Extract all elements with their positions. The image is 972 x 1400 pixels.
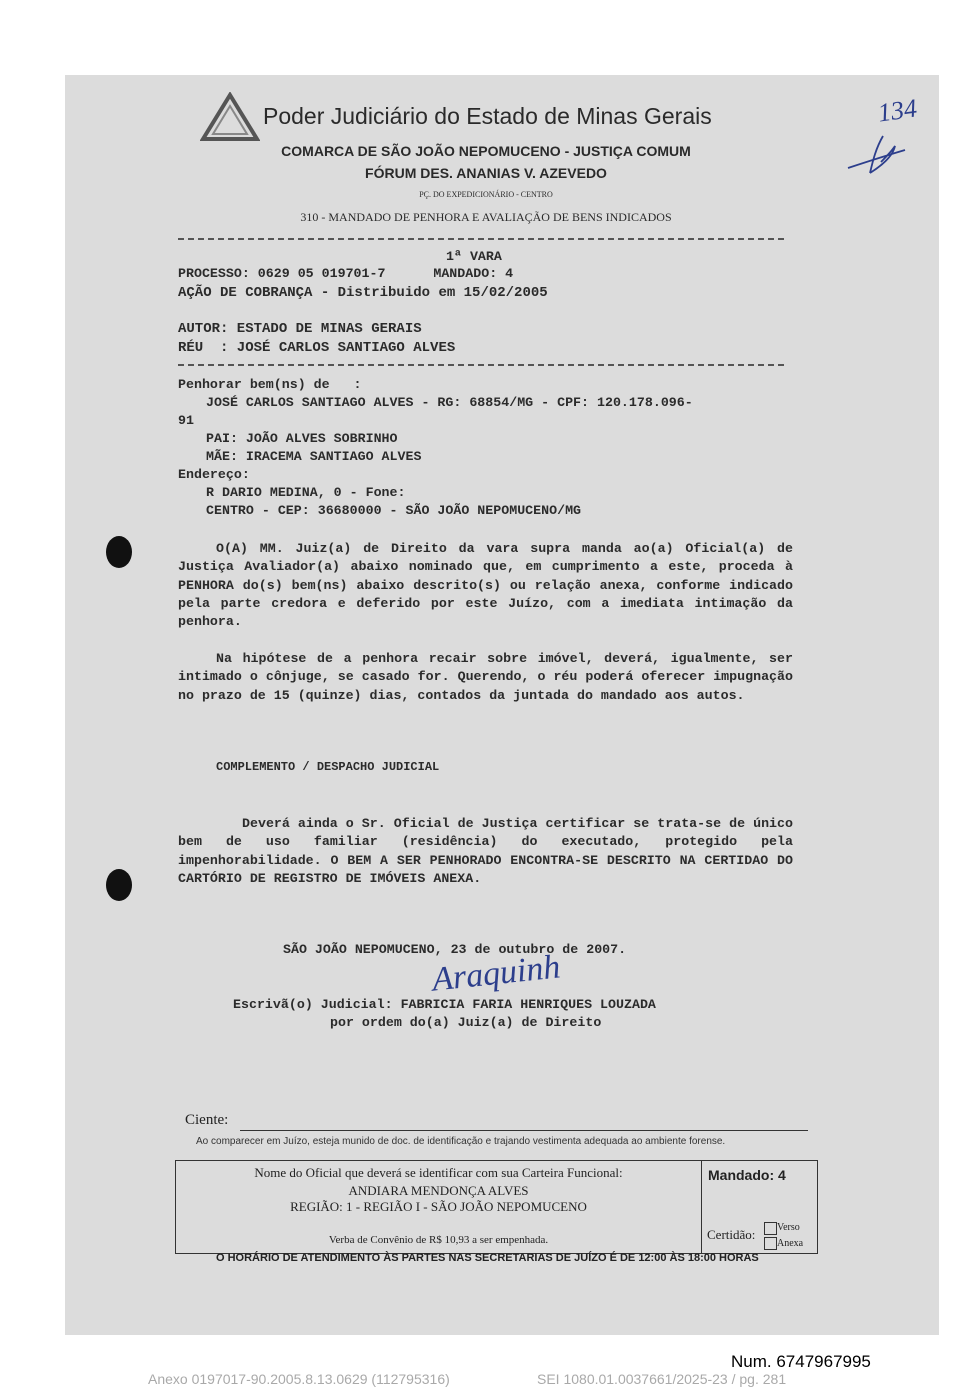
complemento-title: COMPLEMENTO / DESPACHO JUDICIAL: [216, 760, 440, 774]
forum-address: PÇ. DO EXPEDICIONÁRIO - CENTRO: [419, 190, 553, 199]
anexa-label: Anexa: [777, 1238, 804, 1249]
ordem-line: por ordem do(a) Juiz(a) de Direito: [330, 1015, 602, 1030]
date-line: SÃO JOÃO NEPOMUCENO, 23 de outubro de 2007.: [283, 942, 627, 957]
attire-notice: Ao comparecer em Juízo, esteja munido de doc. de identificação e trajando vestimenta adequada ao ambiente forense.: [196, 1136, 726, 1147]
handwritten-initials: [843, 128, 913, 178]
officer-name: ANDIARA MENDONÇA ALVES: [348, 1183, 529, 1198]
ciente-signature-line: [240, 1130, 808, 1131]
vara: 1ª VARA: [446, 249, 502, 264]
separator: [178, 238, 784, 240]
handwritten-page-number: 134: [876, 93, 919, 128]
mae-line: MÃE: IRACEMA SANTIAGO ALVES: [206, 449, 422, 464]
judiciary-logo-icon: [200, 92, 260, 142]
punch-hole-top: [106, 536, 132, 568]
street-line: R DARIO MEDINA, 0 - Fone:: [206, 485, 406, 500]
target-name-line: JOSÉ CARLOS SANTIAGO ALVES - RG: 68854/MG - CPF: 120.178.096-: [206, 395, 693, 410]
complemento-text: Deverá ainda o Sr. Oficial de Justiça certificar se trata-se de único bem de uso familiar (residência) do executado, protegido pela impenhorabilidade. O BEM A SER PENHORADO ENCONTRA-SE DESCRITO NA CERTIDAO DO CARTÓRIO DE REGISTRO DE IMÓVEIS ANEXA.: [178, 816, 793, 886]
escriva-line: Escrivã(o) Judicial: FABRICIA FARIA HENRIQUES LOUZADA: [233, 997, 656, 1012]
paragraph-2: Na hipótese de a penhora recair sobre imóvel, deverá, igualmente, ser intimado o cônjuge, se casado for. Querendo, o réu poderá oferecer impugnação no prazo de 15 (quinze) dias, contados da juntada do mandado aos autos.: [178, 651, 793, 703]
document-number: Num. 6747967995: [731, 1352, 871, 1371]
officer-region: REGIÃO: 1 - REGIÃO I - SÃO JOÃO NEPOMUCENO: [290, 1199, 587, 1214]
certidao-label: Certidão:: [707, 1227, 756, 1242]
reu-line: RÉU : JOSÉ CARLOS SANTIAGO ALVES: [178, 340, 456, 356]
office-hours-notice: O HORÁRIO DE ATENDIMENTO ÀS PARTES NAS SECRETARIAS DE JUÍZO É DE 12:00 ÀS 18:00 HORAS: [216, 1252, 759, 1264]
anexa-checkbox[interactable]: [764, 1237, 777, 1250]
comarca-title: COMARCA DE SÃO JOÃO NEPOMUCENO - JUSTIÇA COMUM: [281, 143, 691, 159]
target-name-cont: 91: [178, 413, 194, 428]
forum-title: FÓRUM DES. ANANIAS V. AZEVEDO: [365, 165, 607, 181]
footer-sei: SEI 1080.01.0037661/2025-23 / pg. 281: [537, 1371, 787, 1387]
punch-hole-bottom: [106, 869, 132, 901]
court-title: Poder Judiciário do Estado de Minas Gerais: [263, 103, 712, 129]
ciente-label: Ciente:: [185, 1112, 229, 1128]
verso-checkbox[interactable]: [764, 1222, 777, 1235]
processo-line: PROCESSO: 0629 05 019701-7 MANDADO: 4: [178, 266, 514, 281]
officer-instruction: Nome do Oficial que deverá se identificar com sua Carteira Funcional:: [254, 1165, 623, 1180]
box-divider: [701, 1161, 702, 1253]
signature: Araquinh: [430, 948, 562, 999]
autor-line: AUTOR: ESTADO DE MINAS GERAIS: [178, 321, 422, 337]
verso-label: Verso: [777, 1222, 800, 1233]
penhorar-intro: Penhorar bem(ns) de :: [178, 377, 362, 392]
footer-anexo: Anexo 0197017-90.2005.8.13.0629 (112795316): [148, 1371, 450, 1387]
officer-box: [175, 1160, 818, 1254]
endereco-label: Endereço:: [178, 467, 250, 482]
verba-line: Verba de Convênio de R$ 10,93 a ser empenhada.: [328, 1234, 549, 1246]
document-type: 310 - MANDADO DE PENHORA E AVALIAÇÃO DE BENS INDICADOS: [300, 210, 672, 224]
paragraph-1: O(A) MM. Juiz(a) de Direito da vara supra manda ao(a) Oficial(a) de Justiça Avaliador(a) abaixo nominado que, em cumprimento a este, proceda à PENHORA do(s) bem(ns) abaixo descrito(s) ou relação anexa, conforme indicado pela parte credora e deferido por este Juízo, com a imediata intimação da penhora.: [178, 541, 793, 630]
mandado-label: Mandado: 4: [708, 1167, 786, 1183]
city-line: CENTRO - CEP: 36680000 - SÃO JOÃO NEPOMUCENO/MG: [206, 503, 582, 518]
acao-line: AÇÃO DE COBRANÇA - Distribuido em 15/02/2005: [178, 285, 548, 301]
pai-line: PAI: JOÃO ALVES SOBRINHO: [206, 431, 398, 446]
separator: [178, 364, 784, 366]
